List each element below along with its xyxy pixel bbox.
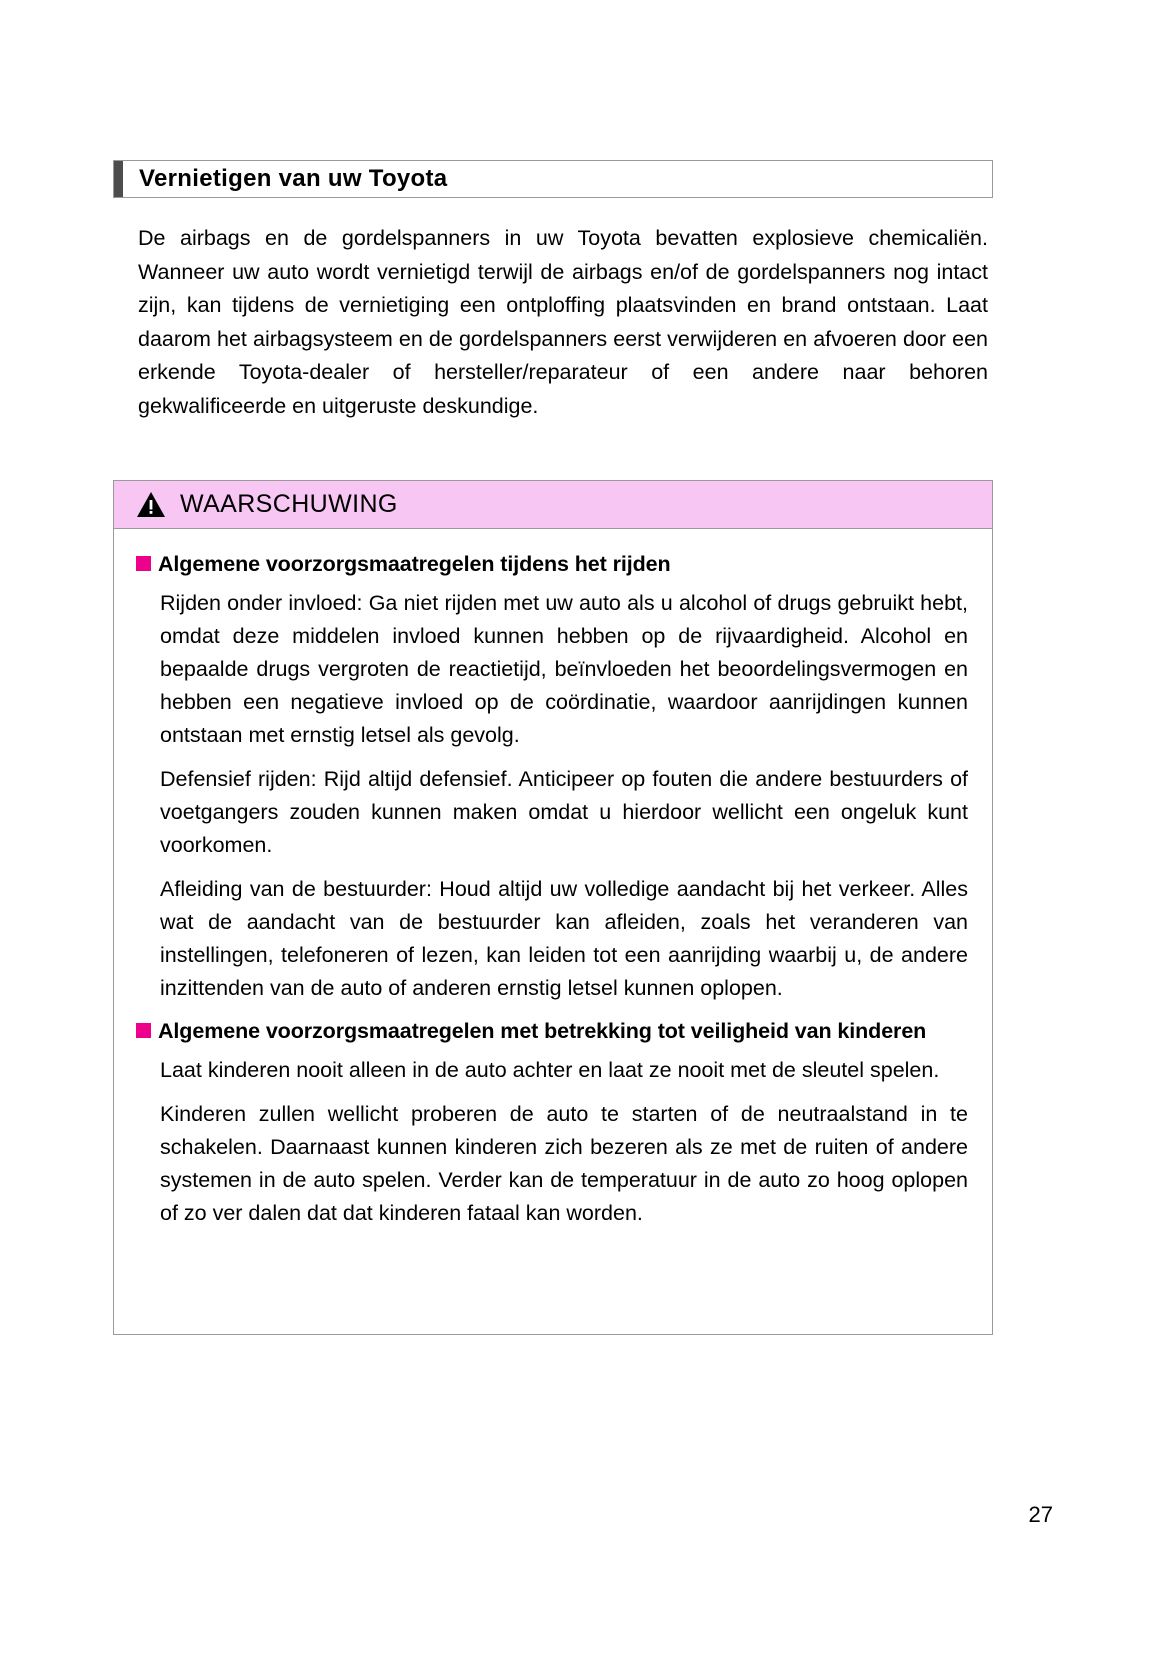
- bullet-square-icon: [136, 1023, 151, 1038]
- intro-paragraph: De airbags en de gordelspanners in uw Toyota bevatten explosieve chemicaliën. Wanneer uw auto wordt vernietigd terwijl de airbags en/of de gordelspanners nog intact zijn, kan tijdens de vernietiging een ontploffing plaatsvinden en brand ontstaan. Laat daarom het airbagsysteem en de gordelspanners eerst verwijderen en afvoeren door een erkende Toyota-dealer of hersteller/reparateur of een andere naar behoren gekwalificeerde en uitgeruste deskundige.: [138, 226, 988, 418]
- warning-header: [114, 481, 992, 529]
- warning-body: [114, 529, 992, 1244]
- warning-paragraph: Afleiding van de bestuurder: Houd altijd uw volledige aandacht bij het verkeer. Alles wat de aandacht van de bestuurder kan afleiden, zoals het veranderen van instellingen, telefoneren of lezen, kan leiden tot een aanrijding waarbij u, de andere inzittenden van de auto of anderen ernstig letsel kunnen oplopen.: [160, 877, 968, 1000]
- warning-paragraph: Kinderen zullen wellicht proberen de auto te starten of de neutraalstand in te schakelen. Daarnaast kunnen kinderen zich bezeren als ze met de ruiten of andere systemen in de auto spelen. Verder kan de temperatuur in de auto zo hoog oplopen of zo ver dalen dat dat kinderen fataal kan worden.: [160, 1102, 968, 1225]
- warning-box: [113, 480, 993, 1335]
- warning-triangle-icon: [136, 491, 166, 518]
- warning-subheading: [136, 1016, 968, 1046]
- page-number: 27: [1028, 1502, 1053, 1527]
- warning-subheading-text: Algemene voorzorgsmaatregelen tijdens het rijden: [158, 552, 671, 576]
- warning-paragraph: Rijden onder invloed: Ga niet rijden met uw auto als u alcohol of drugs gebruikt hebt, omdat deze middelen invloed kunnen hebben op de rijvaardigheid. Alcohol en bepaalde drugs vergroten de reactietijd, beïnvloeden het beoordelingsvermogen en hebben een negatieve invloed op de coördinatie, waardoor aanrijdingen kunnen ontstaan met ernstig letsel als gevolg.: [160, 591, 968, 747]
- warning-paragraph: Defensief rijden: Rijd altijd defensief. Anticipeer op fouten die andere bestuurders of voetgangers zouden kunnen maken omdat u hierdoor wellicht een ongeluk kunt voorkomen.: [160, 767, 968, 857]
- warning-paragraph: Laat kinderen nooit alleen in de auto achter en laat ze nooit met de sleutel spelen.: [160, 1058, 940, 1082]
- warning-label: WAARSCHUWING: [180, 490, 398, 518]
- section-heading: [113, 160, 993, 198]
- warning-subheading: [136, 549, 968, 579]
- bullet-square-icon: [136, 556, 151, 571]
- warning-subheading-text: Algemene voorzorgsmaatregelen met betrekking tot veiligheid van kinderen: [158, 1019, 927, 1043]
- page-title: Vernietigen van uw Toyota: [139, 165, 448, 192]
- heading-accent-bar: [114, 161, 123, 197]
